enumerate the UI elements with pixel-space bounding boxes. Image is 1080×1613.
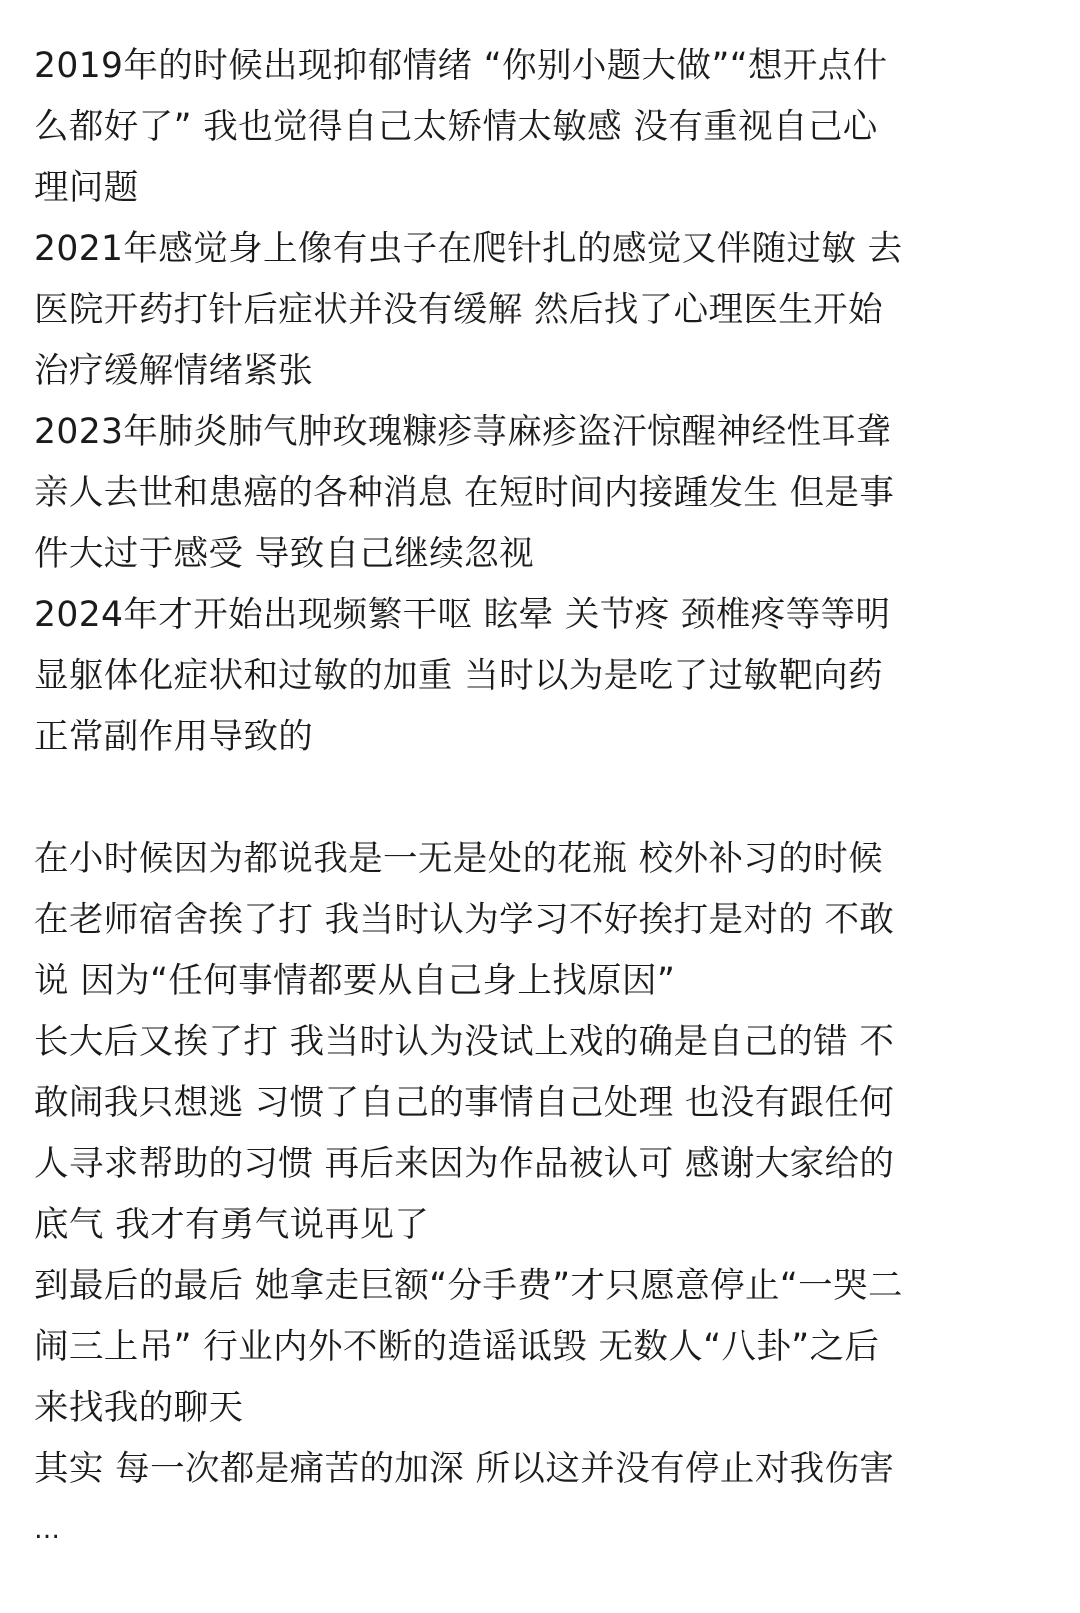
text-line: 说 因为“任何事情都要从自己身上找原因” bbox=[34, 961, 676, 1001]
text-line: 长大后又挨了打 我当时认为没试上戏的确是自己的错 不 bbox=[34, 1022, 895, 1062]
text-line: 正常副作用导致的 bbox=[34, 717, 314, 757]
text-line: 治疗缓解情绪紧张 bbox=[34, 351, 314, 391]
text-line: 件大过于感受 导致自己继续忽视 bbox=[34, 534, 534, 574]
text-line: 2019年的时候出现抑郁情绪 “你别小题大做”“想开点什 bbox=[34, 46, 888, 86]
text-line: 底气 我才有勇气说再见了 bbox=[34, 1205, 430, 1245]
text-line: 人寻求帮助的习惯 再后来因为作品被认可 感谢大家给的 bbox=[34, 1144, 895, 1184]
text-line: 2023年肺炎肺气肿玫瑰糠疹荨麻疹盗汗惊醒神经性耳聋 bbox=[34, 412, 892, 452]
text-line: 理问题 bbox=[34, 168, 139, 208]
text-line: 显躯体化症状和过敏的加重 当时以为是吃了过敏靶向药 bbox=[34, 656, 883, 696]
text-line: 么都好了” 我也觉得自己太矫情太敏感 没有重视自己心 bbox=[34, 107, 878, 147]
text-line: 在老师宿舍挨了打 我当时认为学习不好挨打是对的 不敢 bbox=[34, 900, 895, 940]
text-line: 闹三上吊” 行业内外不断的造谣诋毁 无数人“八卦”之后 bbox=[34, 1327, 880, 1367]
text-line: 来找我的聊天 bbox=[34, 1388, 244, 1428]
text-line: 敢闹我只想逃 习惯了自己的事情自己处理 也没有跟任何 bbox=[34, 1083, 895, 1123]
post-body-text bbox=[34, 36, 1050, 1561]
text-line: 亲人去世和患癌的各种消息 在短时间内接踵发生 但是事 bbox=[34, 473, 895, 513]
text-line: 到最后的最后 她拿走巨额“分手费”才只愿意停止“一哭二 bbox=[34, 1266, 903, 1306]
text-line: 2021年感觉身上像有虫子在爬针扎的感觉又伴随过敏 去 bbox=[34, 229, 903, 269]
text-line: 2024年才开始出现频繁干呕 眩晕 关节疼 颈椎疼等等明 bbox=[34, 595, 891, 635]
paragraph-spacer bbox=[34, 768, 1050, 829]
text-line: 在小时候因为都说我是一无是处的花瓶 校外补习的时候 bbox=[34, 839, 883, 879]
text-line: 其实 每一次都是痛苦的加深 所以这并没有停止对我伤害 bbox=[34, 1449, 895, 1489]
ellipsis-text: … bbox=[34, 1515, 63, 1545]
text-line: 医院开药打针后症状并没有缓解 然后找了心理医生开始 bbox=[34, 290, 883, 330]
